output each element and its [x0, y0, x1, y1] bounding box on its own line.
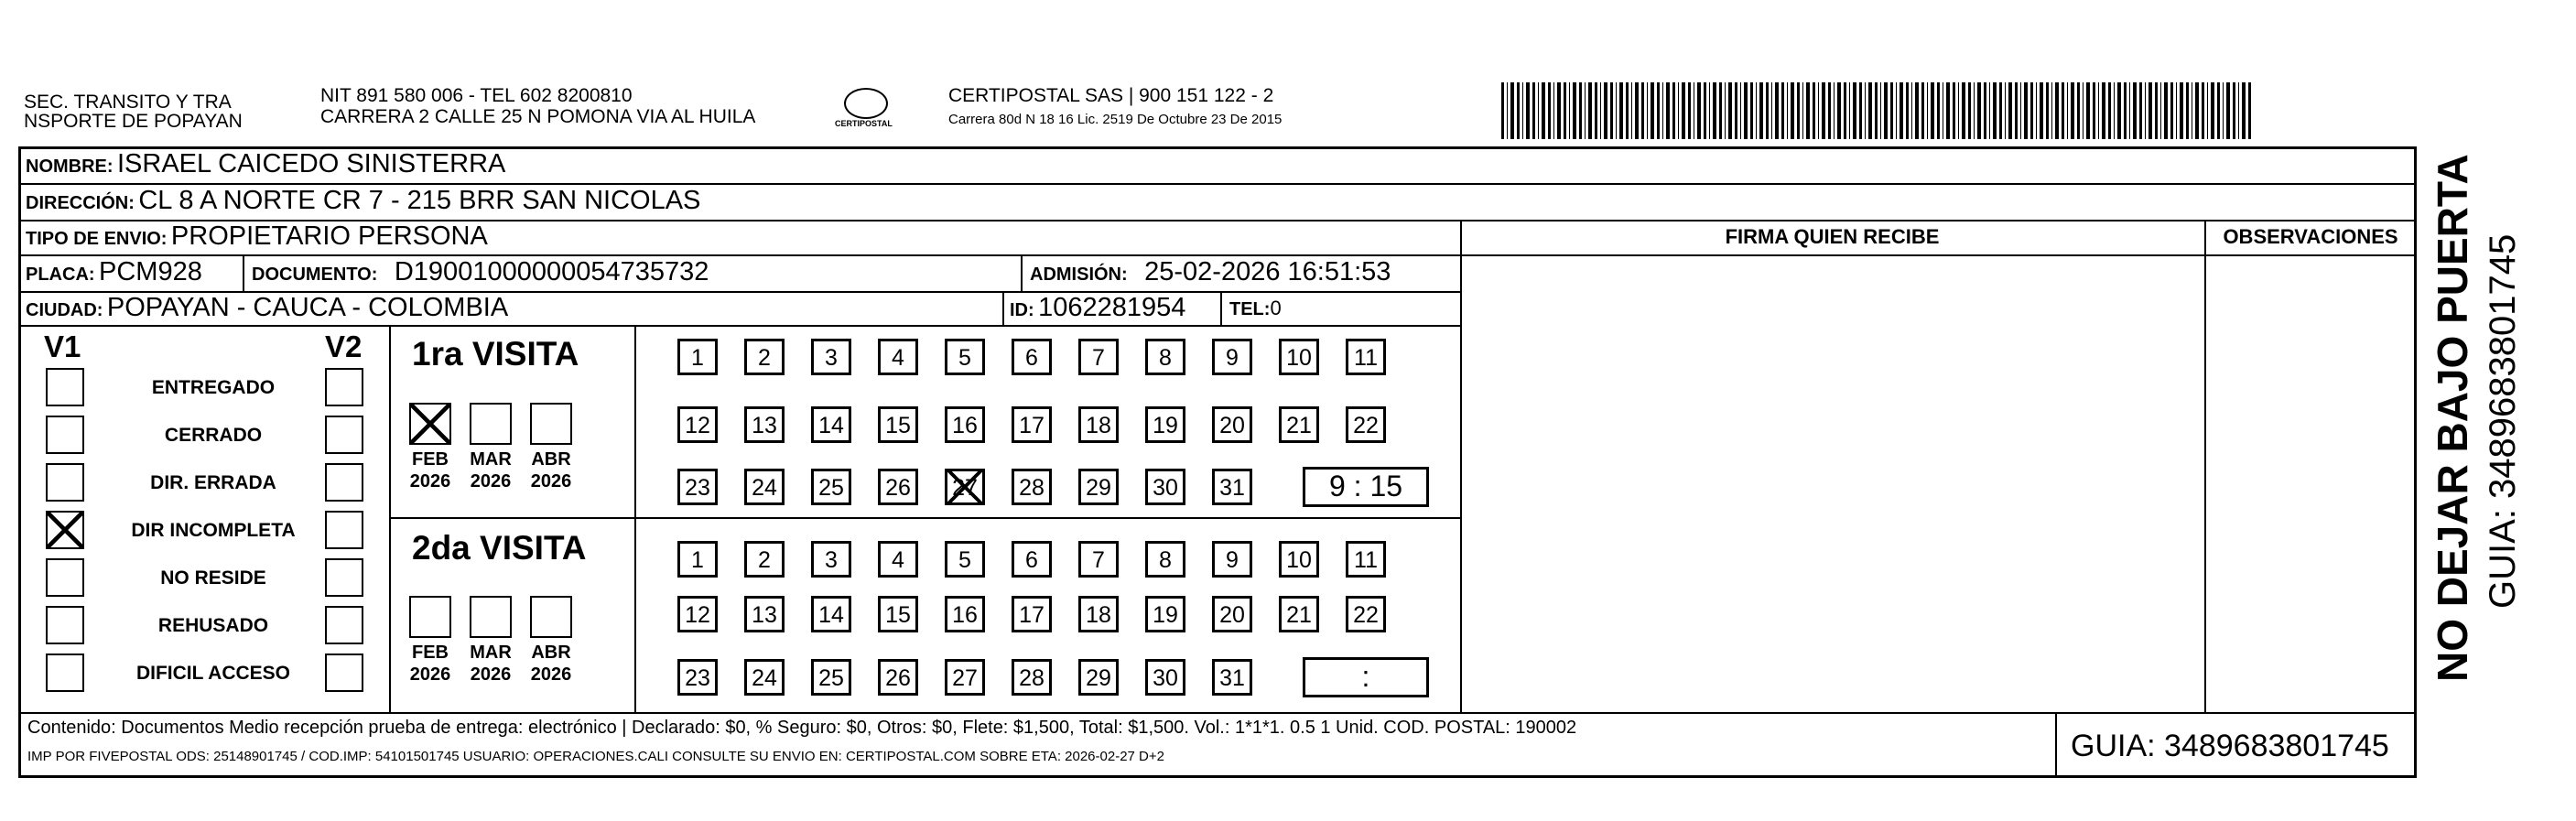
- day-12[interactable]: 12: [677, 406, 718, 443]
- day-13[interactable]: 13: [744, 596, 785, 632]
- divider: [18, 183, 2417, 185]
- v1-checkbox[interactable]: [46, 606, 84, 644]
- day-16[interactable]: 16: [945, 596, 985, 632]
- day-6[interactable]: 6: [1012, 541, 1052, 578]
- divider: [2204, 220, 2206, 712]
- id-label: ID:: [1010, 300, 1034, 320]
- month-checkbox[interactable]: [470, 596, 512, 638]
- month-checkbox[interactable]: [409, 403, 451, 445]
- month-name: FEB: [412, 449, 449, 470]
- documento-label: DOCUMENTO:: [252, 265, 378, 285]
- day-12[interactable]: 12: [677, 596, 718, 632]
- month-label: [406, 642, 455, 686]
- divider: [389, 517, 1460, 519]
- status-option-label: CERRADO: [164, 425, 263, 446]
- day-2[interactable]: 2: [744, 541, 785, 578]
- address-line: CARRERA 2 CALLE 25 N POMONA VIA AL HUILA: [320, 106, 756, 127]
- day-4[interactable]: 4: [878, 541, 918, 578]
- day-13[interactable]: 13: [744, 406, 785, 443]
- month-checkbox[interactable]: [409, 596, 451, 638]
- v2-checkbox[interactable]: [325, 511, 363, 549]
- day-2[interactable]: 2: [744, 339, 785, 375]
- v1-checkbox[interactable]: [46, 654, 84, 692]
- nit-line: NIT 891 580 006 - TEL 602 8200810: [320, 85, 633, 106]
- day-28[interactable]: 28: [1012, 469, 1052, 505]
- month-label: [466, 448, 515, 492]
- day-31[interactable]: 31: [1212, 469, 1252, 505]
- status-option-label: DIR INCOMPLETA: [131, 520, 296, 541]
- month-checkbox[interactable]: [470, 403, 512, 445]
- day-11[interactable]: 11: [1346, 339, 1386, 375]
- month-label: [526, 448, 576, 492]
- day-15[interactable]: 15: [878, 406, 918, 443]
- id-value: 1062281954: [1038, 293, 1186, 322]
- divider: [1021, 254, 1023, 291]
- divider: [18, 712, 2417, 714]
- field-ciudad: [26, 293, 508, 323]
- tel-label: TEL:: [1229, 299, 1271, 319]
- day-20[interactable]: 20: [1212, 596, 1252, 632]
- firma-header: FIRMA QUIEN RECIBE: [1725, 225, 1940, 248]
- field-documento: [252, 257, 709, 287]
- visit1-title: 1ra VISITA: [412, 335, 579, 373]
- visit2-title: 2da VISITA: [412, 529, 587, 567]
- month-year: 2026: [409, 664, 451, 685]
- day-6[interactable]: 6: [1012, 339, 1052, 375]
- day-3[interactable]: 3: [811, 339, 851, 375]
- status-option-label: REHUSADO: [157, 615, 269, 636]
- v1-checkbox[interactable]: [46, 558, 84, 597]
- day-21[interactable]: 21: [1279, 406, 1319, 443]
- day-22[interactable]: 22: [1346, 406, 1386, 443]
- day-19[interactable]: 19: [1145, 596, 1185, 632]
- v1-checkbox[interactable]: [46, 368, 84, 406]
- direccion-label: DIRECCIÓN:: [26, 193, 135, 213]
- certipostal-logo-icon: [844, 88, 888, 119]
- day-10[interactable]: 10: [1279, 541, 1319, 578]
- day-26[interactable]: 26: [878, 659, 918, 696]
- field-direccion: [26, 186, 700, 216]
- day-10[interactable]: 10: [1279, 339, 1319, 375]
- day-28[interactable]: 28: [1012, 659, 1052, 696]
- day-5[interactable]: 5: [945, 339, 985, 375]
- ciudad-value: POPAYAN - CAUCA - COLOMBIA: [106, 293, 509, 322]
- footer-guia: GUIA: 3489683801745: [2071, 729, 2389, 763]
- day-1[interactable]: 1: [677, 339, 718, 375]
- v2-checkbox[interactable]: [325, 368, 363, 406]
- field-tipo: [26, 221, 488, 252]
- month-year: 2026: [530, 471, 572, 492]
- status-option-label: NO RESIDE: [160, 567, 266, 589]
- tipo-label: TIPO DE ENVIO:: [26, 229, 168, 249]
- v2-checkbox[interactable]: [325, 463, 363, 502]
- v1-checkbox[interactable]: [46, 511, 84, 549]
- month-label: [526, 642, 576, 686]
- divider: [2055, 712, 2057, 778]
- day-24[interactable]: 24: [744, 659, 785, 696]
- day-5[interactable]: 5: [945, 541, 985, 578]
- v2-checkbox[interactable]: [325, 606, 363, 644]
- day-23[interactable]: 23: [677, 659, 718, 696]
- day-30[interactable]: 30: [1145, 659, 1185, 696]
- footer-imp-line: IMP POR FIVEPOSTAL ODS: 25148901745 / COD.IMP: 54101501745 USUARIO: OPERACIONES.CALI CONSULTE SU ENVIO EN: CERTIPOSTAL.COM SOBRE ETA: 2026-02-27 D+2: [27, 749, 1164, 764]
- day-21[interactable]: 21: [1279, 596, 1319, 632]
- visit1-time[interactable]: 9 : 15: [1303, 467, 1429, 507]
- admision-label: ADMISIÓN:: [1030, 265, 1128, 285]
- day-17[interactable]: 17: [1012, 596, 1052, 632]
- month-year: 2026: [530, 664, 572, 685]
- status-option-label: ENTREGADO: [151, 377, 276, 398]
- day-9[interactable]: 9: [1212, 541, 1252, 578]
- day-29[interactable]: 29: [1078, 659, 1119, 696]
- field-id: [1010, 293, 1185, 323]
- footer-content-line: Contenido: Documentos Medio recepción prueba de entrega: electrónico | Declarado: $0, % Seguro: $0, Otros: $0, Flete: $1,500, Total: $1,500. Vol.: 1*1*1. 0.5 1 Unid. COD. POSTAL: 190002: [27, 718, 1577, 738]
- day-25[interactable]: 25: [811, 659, 851, 696]
- day-7[interactable]: 7: [1078, 339, 1119, 375]
- day-11[interactable]: 11: [1346, 541, 1386, 578]
- divider: [243, 254, 244, 291]
- month-name: MAR: [470, 449, 512, 470]
- divider: [1002, 291, 1004, 325]
- day-17[interactable]: 17: [1012, 406, 1052, 443]
- day-8[interactable]: 8: [1145, 541, 1185, 578]
- day-23[interactable]: 23: [677, 469, 718, 505]
- observaciones-header: OBSERVACIONES: [2223, 225, 2398, 248]
- sender-line-2: NSPORTE DE POPAYAN: [24, 111, 243, 132]
- side-guia: GUIA: 3489683801745: [2483, 233, 2523, 609]
- placa-value: PCM928: [99, 257, 202, 286]
- day-29[interactable]: 29: [1078, 469, 1119, 505]
- barcode-icon: [1501, 82, 2252, 139]
- month-name: ABR: [531, 643, 571, 663]
- sender-line-1: SEC. TRANSITO Y TRA: [24, 92, 232, 113]
- day-19[interactable]: 19: [1145, 406, 1185, 443]
- tel-value: 0: [1270, 297, 1282, 319]
- divider: [634, 325, 636, 712]
- day-8[interactable]: 8: [1145, 339, 1185, 375]
- day-30[interactable]: 30: [1145, 469, 1185, 505]
- company-subline: Carrera 80d N 18 16 Lic. 2519 De Octubre 23 De 2015: [948, 112, 1283, 127]
- day-18[interactable]: 18: [1078, 406, 1119, 443]
- day-26[interactable]: 26: [878, 469, 918, 505]
- direccion-value: CL 8 A NORTE CR 7 - 215 BRR SAN NICOLAS: [138, 186, 701, 215]
- divider: [1460, 254, 2417, 256]
- documento-value: D19001000000054735732: [394, 257, 709, 286]
- month-year: 2026: [409, 471, 451, 492]
- day-14[interactable]: 14: [811, 406, 851, 443]
- field-nombre: [26, 149, 505, 179]
- day-9[interactable]: 9: [1212, 339, 1252, 375]
- logo-caption: CERTIPOSTAL: [835, 119, 893, 128]
- month-name: ABR: [531, 449, 571, 470]
- day-20[interactable]: 20: [1212, 406, 1252, 443]
- month-checkbox[interactable]: [530, 403, 572, 445]
- day-27[interactable]: 27: [945, 659, 985, 696]
- month-label: [466, 642, 515, 686]
- day-3[interactable]: 3: [811, 541, 851, 578]
- ciudad-label: CIUDAD:: [26, 300, 103, 320]
- day-31[interactable]: 31: [1212, 659, 1252, 696]
- no-dejar-bajo-puerta: NO DEJAR BAJO PUERTA: [2429, 154, 2476, 682]
- v2-header: V2: [325, 329, 363, 363]
- field-placa: [26, 257, 202, 287]
- day-14[interactable]: 14: [811, 596, 851, 632]
- admision-value: 25-02-2026 16:51:53: [1144, 257, 1391, 286]
- month-name: FEB: [412, 643, 449, 663]
- v1-checkbox[interactable]: [46, 463, 84, 502]
- day-27[interactable]: 27: [945, 469, 985, 505]
- month-year: 2026: [470, 664, 512, 685]
- tipo-value: PROPIETARIO PERSONA: [170, 221, 488, 251]
- v2-checkbox[interactable]: [325, 558, 363, 597]
- day-15[interactable]: 15: [878, 596, 918, 632]
- month-checkbox[interactable]: [530, 596, 572, 638]
- visit2-time[interactable]: :: [1303, 657, 1429, 697]
- v2-checkbox[interactable]: [325, 654, 363, 692]
- divider: [1460, 220, 1462, 712]
- month-label: [406, 448, 455, 492]
- placa-label: PLACA:: [26, 265, 95, 285]
- day-25[interactable]: 25: [811, 469, 851, 505]
- day-1[interactable]: 1: [677, 541, 718, 578]
- v1-checkbox[interactable]: [46, 416, 84, 454]
- day-22[interactable]: 22: [1346, 596, 1386, 632]
- company-line: CERTIPOSTAL SAS | 900 151 122 - 2: [948, 85, 1274, 106]
- v1-header: V1: [44, 329, 81, 363]
- field-admision: [1030, 257, 1391, 287]
- month-name: MAR: [470, 643, 512, 663]
- month-year: 2026: [470, 471, 512, 492]
- day-16[interactable]: 16: [945, 406, 985, 443]
- day-24[interactable]: 24: [744, 469, 785, 505]
- nombre-value: ISRAEL CAICEDO SINISTERRA: [117, 149, 506, 178]
- status-option-label: DIR. ERRADA: [150, 472, 276, 493]
- status-option-label: DIFICIL ACCESO: [135, 663, 290, 684]
- divider: [1220, 291, 1222, 325]
- v2-checkbox[interactable]: [325, 416, 363, 454]
- day-18[interactable]: 18: [1078, 596, 1119, 632]
- day-4[interactable]: 4: [878, 339, 918, 375]
- nombre-label: NOMBRE:: [26, 157, 114, 177]
- field-tel: [1229, 297, 1282, 320]
- divider: [18, 325, 1460, 327]
- divider: [389, 325, 391, 712]
- day-7[interactable]: 7: [1078, 541, 1119, 578]
